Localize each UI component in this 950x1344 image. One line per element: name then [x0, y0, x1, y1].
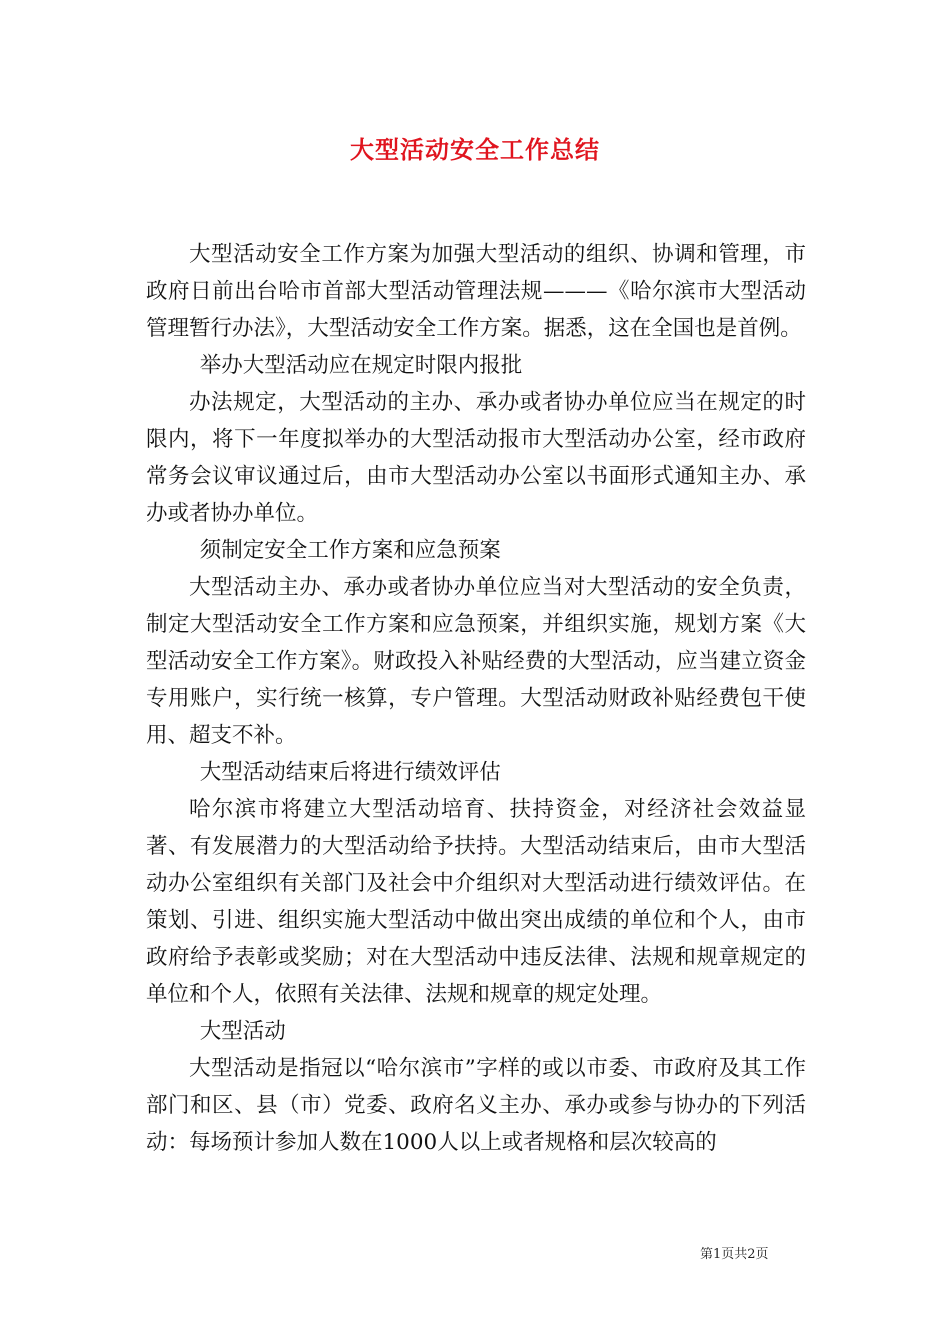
paragraph: 办法规定，大型活动的主办、承办或者协办单位应当在规定的时限内，将下一年度拟举办的大型活动报市大型活动办公室，经市政府常务会议审议通过后，由市大型活动办公室以书面形式通知主办、承办或者协办单位。	[146, 390, 806, 526]
section-heading: 大型活动	[199, 1019, 286, 1044]
paragraph: 大型活动是指冠以“哈尔滨市”字样的或以市委、市政府及其工作部门和区、县（市）党委、政府名义主办、承办或参与协办的下列活动：每场预计参加人数在1000人以上或者规格和层次较高的	[146, 1056, 806, 1155]
document-title: 大型活动安全工作总结	[350, 135, 600, 164]
paragraph: 哈尔滨市将建立大型活动培育、扶持资金，对经济社会效益显著、有发展潜力的大型活动给予扶持。大型活动结束后，由市大型活动办公室组织有关部门及社会中介组织对大型活动进行绩效评估。在策划、引进、组织实施大型活动中做出突出成绩的单位和个人，由市政府给予表彰或奖励；对在大型活动中违反法律、法规和规章规定的单位和个人，依照有关法律、法规和规章的规定处理。	[146, 797, 806, 1007]
paragraph: 大型活动主办、承办或者协办单位应当对大型活动的安全负责，制定大型活动安全工作方案和应急预案，并组织实施，规划方案《大型活动安全工作方案》。财政投入补贴经费的大型活动，应当建立资金专用账户，实行统一核算，专户管理。大型活动财政补贴经费包干使用、超支不补。	[146, 575, 806, 748]
section-heading: 大型活动结束后将进行绩效评估	[199, 760, 501, 785]
section-heading: 须制定安全工作方案和应急预案	[199, 538, 501, 563]
page-number: 第1页共2页	[700, 1247, 769, 1262]
paragraph: 大型活动安全工作方案为加强大型活动的组织、协调和管理，市政府日前出台哈市首部大型活动管理法规———《哈尔滨市大型活动管理暂行办法》，大型活动安全工作方案。据悉，这在全国也是首例。	[146, 242, 806, 341]
document-body	[146, 236, 806, 1161]
section-heading: 举办大型活动应在规定时限内报批	[199, 353, 523, 378]
